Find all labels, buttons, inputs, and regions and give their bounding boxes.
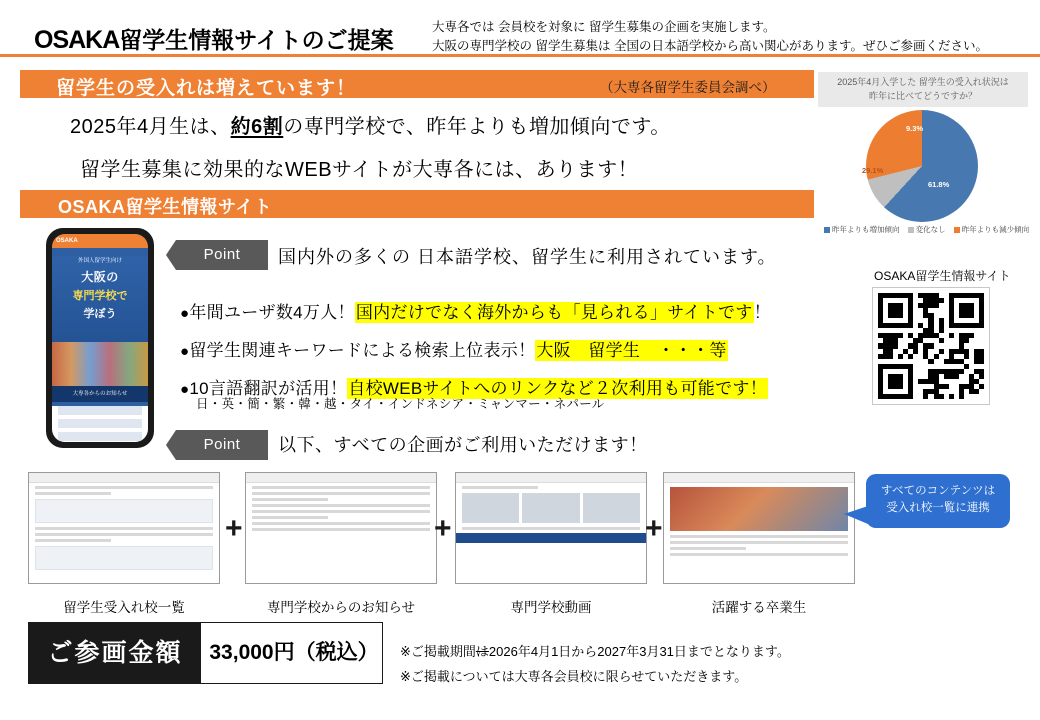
thumbnail-school-list — [28, 472, 220, 584]
legend-swatch-nochange — [908, 227, 914, 233]
legend-swatch-increase — [824, 227, 830, 233]
bullet-1-post: ！ — [753, 303, 771, 322]
callout-balloon — [866, 474, 1010, 528]
thumbnail-caption-video: 専門学校動画 — [510, 600, 592, 615]
list-item — [58, 419, 142, 428]
point2-badge: Point — [176, 430, 268, 460]
header-note-line2: 大阪の専門学校の 留学生募集は 全国の日本語学校から高い関心があります。ぜひご参画ください。 — [432, 39, 988, 54]
footnote-1-pre: ※ご掲載期間 — [400, 644, 476, 659]
chart-title: 2025年4月入学した 留学生の受入れ状況は 昨年に比べてどうですか？ — [818, 72, 1028, 107]
thumb-line — [670, 535, 848, 538]
bullet-item-2 — [180, 336, 728, 361]
thumb-toolbar — [456, 473, 646, 483]
thumbnail-news — [245, 472, 437, 584]
plus-sign-3: + — [645, 512, 663, 545]
point2-text: 以下、すべての企画がご利用いただけます！ — [278, 435, 648, 455]
thumb-block — [35, 546, 213, 570]
callout-line1: すべてのコンテンツは — [880, 485, 996, 497]
section1-source: （大専各留学生委員会調べ） — [600, 80, 776, 95]
thumb-line — [670, 547, 746, 550]
phone-footer-label: 大専各からのお知らせ — [52, 386, 148, 402]
footnotes — [400, 640, 790, 689]
thumb-line — [252, 522, 430, 525]
thumb-line — [462, 527, 640, 530]
list-item — [58, 432, 142, 441]
thumb-line — [252, 498, 328, 501]
thumb-blue-bar — [456, 533, 646, 543]
footnote-1-strike: は — [475, 644, 489, 659]
footnote-1-post: 2026年4月1日から2027年3月31日までとなります。 — [488, 644, 790, 659]
thumbnail-caption-news: 専門学校からのお知らせ — [266, 600, 416, 615]
thumb-video-grid — [462, 493, 640, 523]
thumbnail-caption-graduates: 活躍する卒業生 — [711, 600, 807, 615]
page-title — [34, 22, 394, 55]
survey-pie-chart — [818, 72, 1028, 242]
section2-band — [20, 190, 814, 218]
legend-label-increase: 昨年よりも増加傾向 — [832, 225, 900, 234]
bullet-dot: ● — [180, 343, 190, 360]
section1-line-a-pre: 2025年4月生は、 — [70, 116, 231, 138]
page-title-osaka: OSAKA — [34, 26, 120, 54]
thumb-toolbar — [29, 473, 219, 483]
price-label: ご参画金額 — [29, 623, 201, 683]
thumb-video-cell — [462, 493, 519, 523]
thumb-line — [252, 528, 430, 531]
thumb-line — [252, 510, 430, 513]
thumb-line — [35, 527, 213, 530]
phone-hero-line1: 外国人留学生向け — [77, 258, 122, 264]
thumb-video-cell — [522, 493, 579, 523]
header-divider — [0, 54, 1040, 57]
thumb-photo — [670, 487, 848, 531]
thumb-line — [252, 492, 430, 495]
price-box — [28, 622, 383, 684]
point1-text: 国内外の多くの 日本語学校、留学生に利用されています。 — [278, 247, 777, 267]
phone-screen — [52, 234, 148, 442]
thumb-line — [35, 492, 111, 495]
callout-line2: 受入れ校一覧に連携 — [886, 502, 990, 515]
qr-code-matrix — [878, 293, 984, 399]
thumbnail-video — [455, 472, 647, 584]
bullet-3-pre: 10言語翻訳が活用！ — [189, 379, 348, 398]
thumb-block — [35, 499, 213, 523]
page-title-rest: 留学生情報サイトのご提案 — [119, 27, 394, 53]
section1-line-a-highlight: 約6割 — [230, 116, 284, 138]
header-note-line1: 大専各では 会員校を対象に 留学生募集の企画を実施します。 — [432, 20, 776, 34]
point1-badge: Point — [176, 240, 268, 270]
bullet-2-highlight: 大阪 留学生 ・・・等 — [536, 341, 727, 360]
section1-line-a-post: の専門学校で、昨年よりも増加傾向です。 — [283, 116, 671, 138]
header-note — [432, 18, 1032, 57]
phone-hero — [52, 256, 148, 386]
legend-swatch-decrease — [954, 227, 960, 233]
phone-hero-line2: 大阪の — [81, 270, 119, 284]
qr-code[interactable] — [872, 287, 990, 405]
thumb-line — [670, 541, 848, 544]
thumbnail-graduates — [663, 472, 855, 584]
bullet-item-1 — [180, 298, 771, 323]
thumb-line — [35, 533, 213, 536]
thumb-toolbar — [664, 473, 854, 483]
section1-band-label: 留学生の受入れは増えています！ — [56, 78, 357, 99]
phone-hero-line4: 学ぼう — [83, 308, 117, 320]
phone-content-list — [52, 406, 148, 442]
section1-line-b: 留学生募集に効果的なWEBサイトが大専各には、あります！ — [80, 159, 639, 181]
legend-label-decrease: 昨年よりも減少傾向 — [961, 225, 1030, 234]
thumb-line — [462, 486, 538, 489]
phone-hero-people-image — [52, 342, 148, 386]
phone-mockup — [46, 228, 154, 448]
bullet-dot: ● — [180, 305, 190, 322]
plus-sign-2: + — [434, 512, 452, 545]
section2-band-label: OSAKA留学生情報サイト — [58, 197, 273, 217]
thumb-toolbar — [246, 473, 436, 483]
legend-label-nochange: 変化なし — [915, 225, 946, 234]
thumb-line — [35, 539, 111, 542]
thumbnail-caption-school-list: 留学生受入れ校一覧 — [63, 600, 185, 615]
language-list: 日・英・簡・繁・韓・越・タイ・インドネシア・ミャンマー・ネパール — [196, 397, 605, 411]
section1-line-a — [70, 110, 671, 139]
pie-graphic — [862, 110, 978, 222]
footnote-1 — [400, 640, 790, 665]
bullet-dot: ● — [180, 381, 190, 398]
bullet-2-pre: 留学生関連キーワードによる検索上位表示！ — [189, 341, 536, 360]
price-value: 33,000円（税込） — [209, 641, 379, 664]
bullet-1-highlight: 国内だけでなく海外からも「見られる」サイトです — [355, 303, 753, 322]
thumb-line — [670, 553, 848, 556]
thumb-video-cell — [583, 493, 640, 523]
pie-label-increase: 61.8% — [928, 180, 950, 189]
qr-caption: OSAKA留学生情報サイト — [874, 269, 1011, 283]
thumb-line — [252, 504, 430, 507]
pie-label-decrease: 29.1% — [862, 166, 884, 175]
list-item — [58, 406, 142, 415]
thumb-line — [252, 516, 328, 519]
chart-legend — [818, 224, 1028, 235]
bullet-3-highlight: 自校WEBサイトへのリンクなど２次利用も可能です！ — [348, 379, 767, 398]
phone-topbar: OSAKA — [52, 234, 148, 248]
phone-hero-line3: 専門学校で — [72, 290, 128, 302]
plus-sign-1: + — [225, 512, 243, 545]
thumb-line — [252, 486, 430, 489]
thumb-line — [35, 486, 213, 489]
bullet-1-pre: 年間ユーザ数4万人！ — [189, 303, 355, 322]
footnote-2: ※ご掲載については大専各会員校に限らせていただきます。 — [400, 668, 748, 684]
pie-label-nochange: 9.3% — [906, 124, 924, 133]
